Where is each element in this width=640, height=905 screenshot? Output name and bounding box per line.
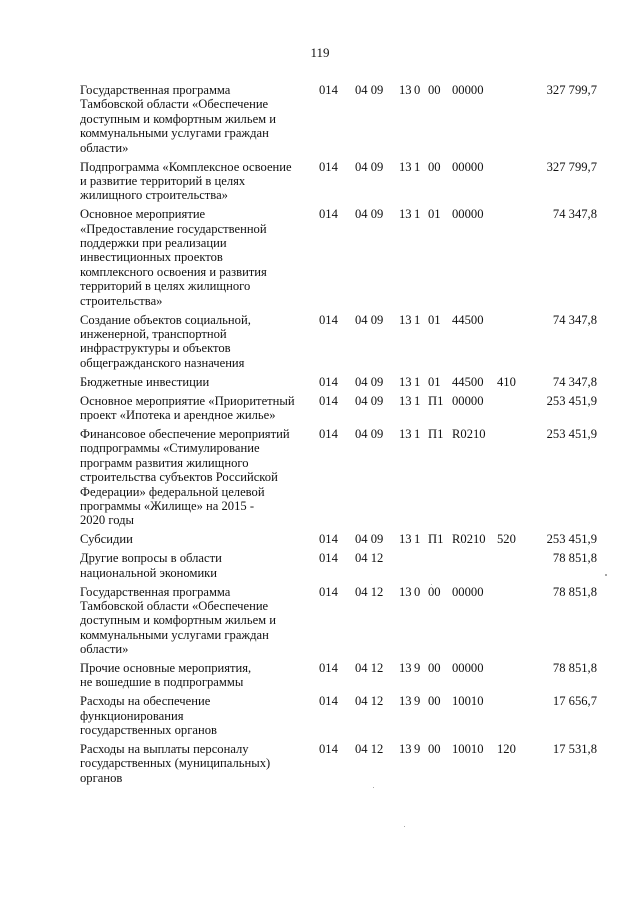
amount: 17 656,7 xyxy=(552,694,597,709)
subprogram-code: 9 xyxy=(414,742,421,757)
activity-code: 00 xyxy=(428,159,441,174)
row-name: Основное мероприятие «Приоритетный проект «Ипотека и арендное жилье» xyxy=(80,393,295,423)
section-code: 04 09 xyxy=(355,312,384,327)
section-code: 04 12 xyxy=(355,551,384,566)
ved-code: 014 xyxy=(319,661,338,676)
scan-speck xyxy=(605,574,607,576)
activity-code: 00 xyxy=(428,584,441,599)
subprogram-code: 0 xyxy=(414,83,421,97)
direction-code: 10010 xyxy=(452,694,484,709)
amount: 253 451,9 xyxy=(546,393,597,408)
table-row xyxy=(80,427,600,528)
row-name: Расходы на выплаты персоналу государственных (муниципальных) органов xyxy=(80,742,271,785)
table-row xyxy=(80,742,600,785)
subprogram-code: 9 xyxy=(414,661,421,676)
amount: 78 851,8 xyxy=(552,661,597,676)
activity-code: 00 xyxy=(428,661,441,676)
amount: 78 851,8 xyxy=(552,551,597,566)
program-code: 13 xyxy=(399,584,412,599)
row-name: Субсидии xyxy=(80,532,133,547)
program-code: 13 xyxy=(399,532,412,547)
program-code: 13 xyxy=(399,742,412,757)
ved-code: 014 xyxy=(319,694,338,709)
direction-code: 44500 xyxy=(452,374,484,389)
activity-code: 00 xyxy=(428,694,441,709)
table-row xyxy=(80,313,600,371)
amount: 17 531,8 xyxy=(552,742,597,757)
amount: 74 347,8 xyxy=(552,312,597,327)
amount: 78 851,8 xyxy=(552,584,597,599)
activity-code: 00 xyxy=(428,83,441,97)
row-name: Государственная программа Тамбовской области «Обеспечение доступным и комфортным жильем и коммунальными услугами граждан области» xyxy=(80,83,277,155)
amount: 74 347,8 xyxy=(552,207,597,222)
ved-code: 014 xyxy=(319,742,338,757)
table-row xyxy=(80,394,600,423)
table-row xyxy=(80,83,600,155)
row-name: Подпрограмма «Комплексное освоение и развитие территорий в целях жилищного строительства» xyxy=(80,159,292,203)
direction-code: 00000 xyxy=(452,584,484,599)
ved-code: 014 xyxy=(319,393,338,408)
section-code: 04 09 xyxy=(355,426,384,441)
section-code: 04 12 xyxy=(355,694,384,709)
section-code: 04 09 xyxy=(355,393,384,408)
ved-code: 014 xyxy=(319,374,338,389)
direction-code: 00000 xyxy=(452,159,484,174)
ved-code: 014 xyxy=(319,426,338,441)
section-code: 04 09 xyxy=(355,532,384,547)
section-code: 04 12 xyxy=(355,742,384,757)
activity-code: 01 xyxy=(428,374,441,389)
section-code: 04 12 xyxy=(355,661,384,676)
expense-type-code: 410 xyxy=(497,374,516,389)
subprogram-code: 9 xyxy=(414,694,421,709)
subprogram-code: 1 xyxy=(414,532,421,547)
table-row xyxy=(80,551,600,580)
expense-type-code: 520 xyxy=(497,532,516,547)
ved-code: 014 xyxy=(319,532,338,547)
subprogram-code: 1 xyxy=(414,207,421,222)
row-name: Создание объектов социальной, инженерной, транспортной инфраструктуры и объектов общегражданского назначения xyxy=(80,312,251,370)
subprogram-code: 0 xyxy=(414,584,421,599)
subprogram-code: 1 xyxy=(414,159,421,174)
activity-code: П1 xyxy=(428,426,444,441)
amount: 253 451,9 xyxy=(546,426,597,441)
table-row xyxy=(80,532,600,546)
direction-code: 10010 xyxy=(452,742,484,757)
direction-code: 00000 xyxy=(452,393,484,408)
ved-code: 014 xyxy=(319,83,338,97)
program-code: 13 xyxy=(399,312,412,327)
subprogram-code: 1 xyxy=(414,426,421,441)
section-code: 04 09 xyxy=(355,83,384,97)
table-row xyxy=(80,694,600,737)
activity-code: 01 xyxy=(428,207,441,222)
budget-table xyxy=(80,83,600,790)
scan-speck xyxy=(404,826,405,827)
amount: 253 451,9 xyxy=(546,532,597,547)
subprogram-code: 1 xyxy=(414,312,421,327)
subprogram-code: 1 xyxy=(414,374,421,389)
subprogram-code: 1 xyxy=(414,393,421,408)
table-row xyxy=(80,207,600,308)
row-name: Финансовое обеспечение мероприятий подпрограммы «Стимулирование программ развития жилищного строительства субъектов Российской Федерации» федеральной целевой программы «Жилище» на 2015 - 2020 годы xyxy=(80,426,290,528)
section-code: 04 09 xyxy=(355,159,384,174)
program-code: 13 xyxy=(399,374,412,389)
ved-code: 014 xyxy=(319,159,338,174)
program-code: 13 xyxy=(399,393,412,408)
program-code: 13 xyxy=(399,83,412,97)
direction-code: 00000 xyxy=(452,83,484,97)
row-name: Бюджетные инвестиции xyxy=(80,374,210,389)
ved-code: 014 xyxy=(319,584,338,599)
row-name: Государственная программа Тамбовской области «Обеспечение доступным и комфортным жильем и коммунальными услугами граждан области» xyxy=(80,584,277,657)
section-code: 04 09 xyxy=(355,374,384,389)
program-code: 13 xyxy=(399,207,412,222)
expense-type-code: 120 xyxy=(497,742,516,757)
direction-code: R0210 xyxy=(452,532,486,547)
program-code: 13 xyxy=(399,694,412,709)
program-code: 13 xyxy=(399,661,412,676)
direction-code: 00000 xyxy=(452,661,484,676)
section-code: 04 09 xyxy=(355,207,384,222)
activity-code: 00 xyxy=(428,742,441,757)
ved-code: 014 xyxy=(319,551,338,566)
row-name: Расходы на обеспечение функционирования государственных органов xyxy=(80,694,217,738)
row-name: Основное мероприятие «Предоставление государственной поддержки при реализации инвестиционных проектов комплексного освоения и развития территорий в целях жилищного строительства» xyxy=(80,207,267,308)
table-row xyxy=(80,160,600,203)
program-code: 13 xyxy=(399,159,412,174)
ved-code: 014 xyxy=(319,312,338,327)
row-name: Прочие основные мероприятия, не вошедшие в подпрограммы xyxy=(80,661,252,690)
table-row xyxy=(80,585,600,657)
activity-code: П1 xyxy=(428,393,444,408)
direction-code: 44500 xyxy=(452,312,484,327)
amount: 74 347,8 xyxy=(552,374,597,389)
table-row xyxy=(80,375,600,389)
direction-code: R0210 xyxy=(452,426,486,441)
ved-code: 014 xyxy=(319,207,338,222)
scan-speck xyxy=(373,787,374,788)
amount: 327 799,7 xyxy=(546,83,597,97)
table-row xyxy=(80,661,600,690)
direction-code: 00000 xyxy=(452,207,484,222)
amount: 327 799,7 xyxy=(546,159,597,174)
scan-speck xyxy=(431,584,432,585)
row-name: Другие вопросы в области национальной экономики xyxy=(80,551,222,580)
section-code: 04 12 xyxy=(355,584,384,599)
activity-code: П1 xyxy=(428,532,444,547)
activity-code: 01 xyxy=(428,312,441,327)
program-code: 13 xyxy=(399,426,412,441)
page-number: 119 xyxy=(310,45,330,60)
